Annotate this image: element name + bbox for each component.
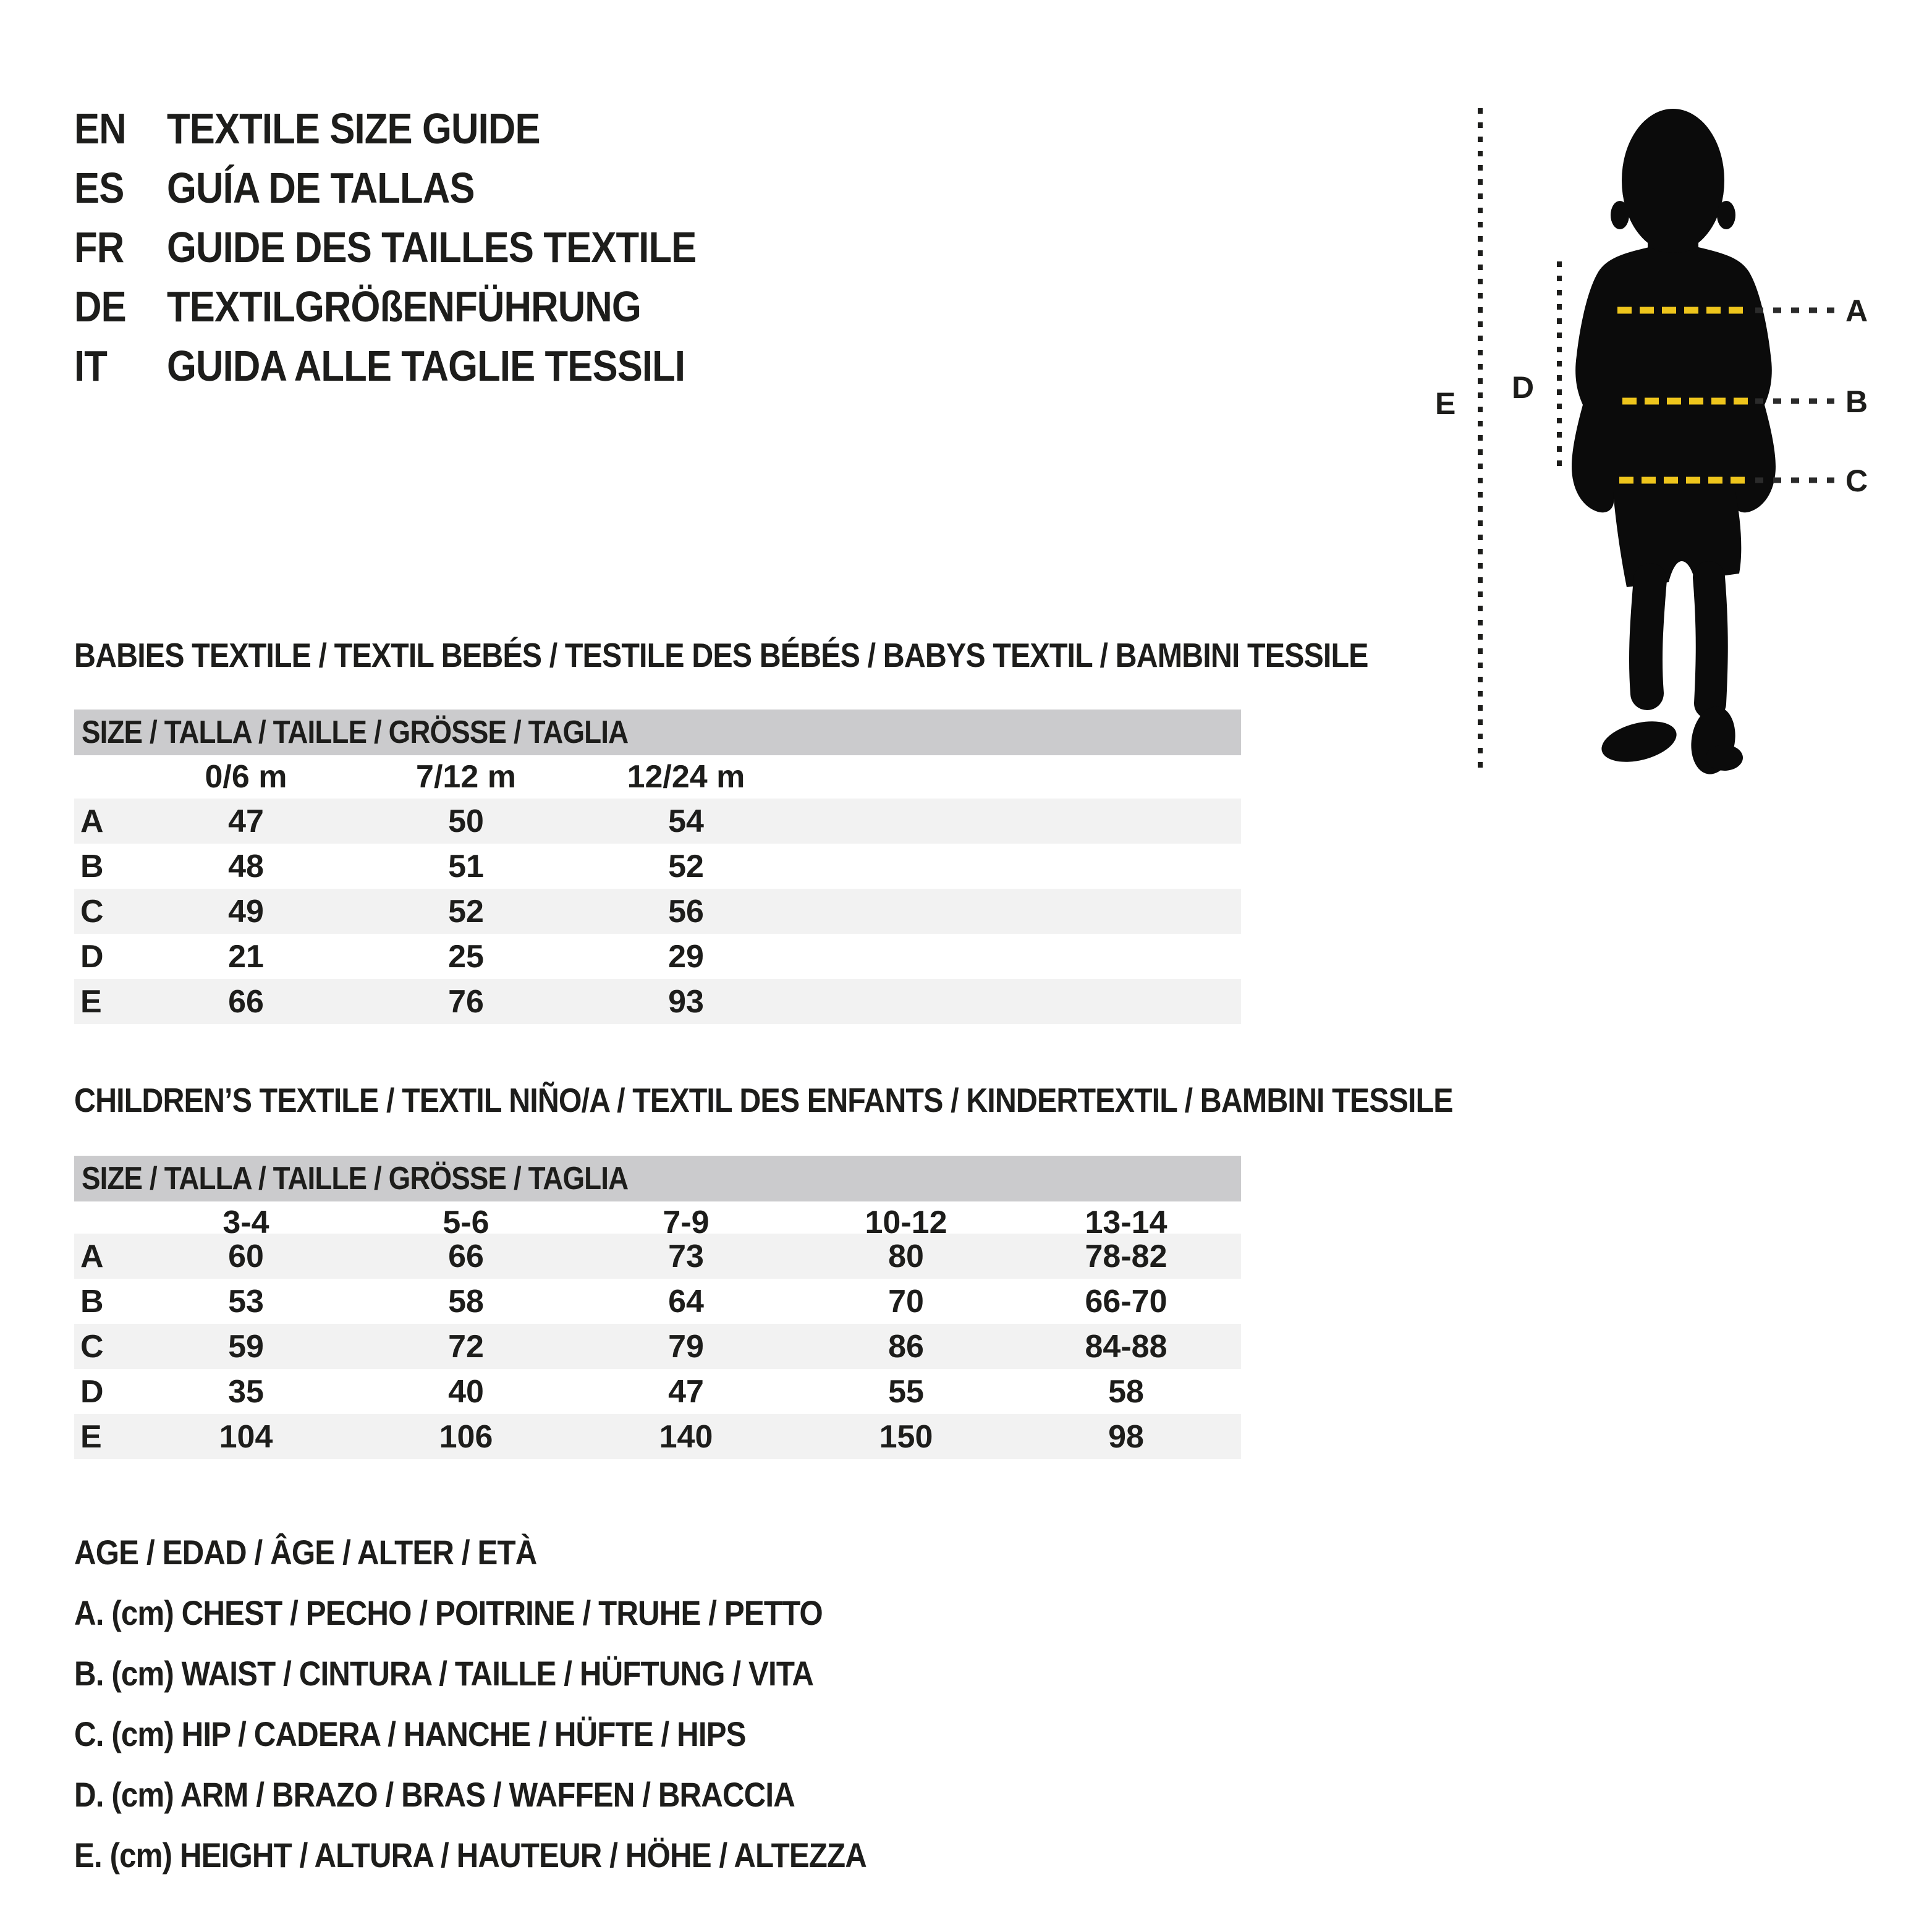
hip-label: C [1845, 464, 1868, 498]
cell-value: 21 [228, 938, 264, 975]
cell-value: 104 [219, 1418, 273, 1455]
cell-value: 64 [668, 1283, 704, 1320]
table-row-c [74, 889, 1241, 934]
table-row-e [74, 979, 1241, 1024]
cell-value: 25 [448, 938, 484, 975]
children-size-header-text: SIZE / TALLA / TAILLE / GRÖSSE / TAGLIA [82, 1161, 629, 1197]
row-label: C [80, 893, 104, 930]
cell-value: 66 [228, 983, 264, 1020]
child-silhouette [1572, 109, 1776, 777]
babies-size-header-text: SIZE / TALLA / TAILLE / GRÖSSE / TAGLIA [82, 714, 629, 750]
babies-size-header-bar [74, 710, 1241, 755]
legend-arm: D. (cm) ARM / BRAZO / BRAS / WAFFEN / BRACCIA [74, 1774, 795, 1814]
cell-value: 150 [879, 1418, 933, 1455]
table-row-b [74, 1279, 1241, 1324]
language-code: DE [74, 282, 126, 331]
cell-value: 54 [668, 803, 704, 839]
cell-value: 70 [888, 1283, 924, 1320]
cell-value: 98 [1108, 1418, 1144, 1455]
table-row-e [74, 1414, 1241, 1459]
waist-label: B [1845, 384, 1868, 419]
babies-table-title: BABIES TEXTILE / TEXTIL BEBÉS / TESTILE DES BÉBÉS / BABYS TEXTIL / BAMBINI TESSILE [74, 636, 1368, 674]
table-row-d [74, 1369, 1241, 1414]
cell-value: 59 [228, 1328, 264, 1365]
row-label: A [80, 803, 104, 839]
children-col-13-14: 13-14 [1085, 1205, 1167, 1240]
babies-column-headers [74, 755, 1241, 799]
row-label: D [80, 938, 104, 975]
row-label: A [80, 1238, 104, 1274]
language-title: TEXTILE SIZE GUIDE [167, 104, 540, 153]
row-label: E [80, 983, 102, 1020]
children-table [74, 1156, 1241, 1459]
cell-value: 73 [668, 1238, 704, 1274]
language-code: IT [74, 342, 107, 390]
language-code: ES [74, 164, 124, 212]
cell-value: 48 [228, 848, 264, 884]
children-col-3-4: 3-4 [222, 1205, 269, 1240]
legend-age: AGE / EDAD / ÂGE / ALTER / ETÀ [74, 1532, 537, 1572]
cell-value: 51 [448, 848, 484, 884]
cell-value: 29 [668, 938, 704, 975]
children-col-10-12: 10-12 [865, 1205, 947, 1240]
language-title: GUIDA ALLE TAGLIE TESSILI [167, 342, 685, 390]
language-title: TEXTILGRÖßENFÜHRUNG [167, 282, 641, 331]
child-silhouette-diagram [1409, 74, 1932, 785]
language-title: GUIDE DES TAILLES TEXTILE [167, 223, 697, 271]
children-table-title: CHILDREN’S TEXTILE / TEXTIL NIÑO/A / TEXTIL DES ENFANTS / KINDERTEXTIL / BAMBINI TESSILE [74, 1081, 1453, 1119]
cell-value: 60 [228, 1238, 264, 1274]
language-row-fr [74, 218, 768, 277]
cell-value: 66 [448, 1238, 484, 1274]
row-label: B [80, 1283, 104, 1320]
cell-value: 80 [888, 1238, 924, 1274]
language-code: EN [74, 104, 126, 153]
measurement-legend [74, 1522, 975, 1885]
cell-value: 52 [448, 893, 484, 930]
cell-value: 76 [448, 983, 484, 1020]
legend-chest: A. (cm) CHEST / PECHO / POITRINE / TRUHE / PETTO [74, 1593, 823, 1632]
cell-value: 50 [448, 803, 484, 839]
language-row-en [74, 99, 768, 158]
cell-value: 47 [668, 1373, 704, 1410]
children-col-5-6: 5-6 [443, 1205, 489, 1240]
table-row-b [74, 844, 1241, 889]
cell-value: 49 [228, 893, 264, 930]
legend-hip: C. (cm) HIP / CADERA / HANCHE / HÜFTE / HIPS [74, 1714, 746, 1753]
row-label: E [80, 1418, 102, 1455]
babies-col-0-6m: 0/6 m [205, 759, 287, 795]
children-section [74, 1080, 1641, 1120]
babies-col-12-24m: 12/24 m [627, 759, 745, 795]
language-code: FR [74, 223, 124, 271]
cell-value: 84-88 [1085, 1328, 1167, 1365]
language-row-es [74, 158, 768, 218]
cell-value: 55 [888, 1373, 924, 1410]
cell-value: 56 [668, 893, 704, 930]
cell-value: 79 [668, 1328, 704, 1365]
cell-value: 40 [448, 1373, 484, 1410]
row-label: D [80, 1373, 104, 1410]
cell-value: 78-82 [1085, 1238, 1167, 1274]
babies-table [74, 710, 1241, 1024]
babies-col-7-12m: 7/12 m [416, 759, 516, 795]
cell-value: 47 [228, 803, 264, 839]
table-row-c [74, 1324, 1241, 1369]
size-figure [1409, 74, 1932, 785]
children-column-headers [74, 1201, 1241, 1240]
row-label: C [80, 1328, 104, 1365]
language-list [74, 99, 768, 396]
cell-value: 52 [668, 848, 704, 884]
arm-label: D [1512, 370, 1535, 405]
language-row-it [74, 336, 768, 396]
table-row-a [74, 1234, 1241, 1279]
cell-value: 86 [888, 1328, 924, 1365]
cell-value: 58 [448, 1283, 484, 1320]
cell-value: 140 [659, 1418, 713, 1455]
legend-height: E. (cm) HEIGHT / ALTURA / HAUTEUR / HÖHE / ALTEZZA [74, 1835, 866, 1875]
children-size-header-bar [74, 1156, 1241, 1201]
cell-value: 58 [1108, 1373, 1144, 1410]
table-row-d [74, 934, 1241, 979]
language-title: GUÍA DE TALLAS [167, 164, 475, 212]
cell-value: 66-70 [1085, 1283, 1167, 1320]
chest-label: A [1845, 294, 1868, 328]
cell-value: 35 [228, 1373, 264, 1410]
height-label: E [1435, 386, 1456, 421]
cell-value: 106 [439, 1418, 493, 1455]
cell-value: 53 [228, 1283, 264, 1320]
row-label: B [80, 848, 104, 884]
babies-section [74, 635, 1544, 675]
table-row-a [74, 799, 1241, 844]
cell-value: 72 [448, 1328, 484, 1365]
language-row-de [74, 277, 768, 336]
legend-waist: B. (cm) WAIST / CINTURA / TAILLE / HÜFTUNG / VITA [74, 1653, 814, 1693]
children-col-7-9: 7-9 [663, 1205, 710, 1240]
cell-value: 93 [668, 983, 704, 1020]
